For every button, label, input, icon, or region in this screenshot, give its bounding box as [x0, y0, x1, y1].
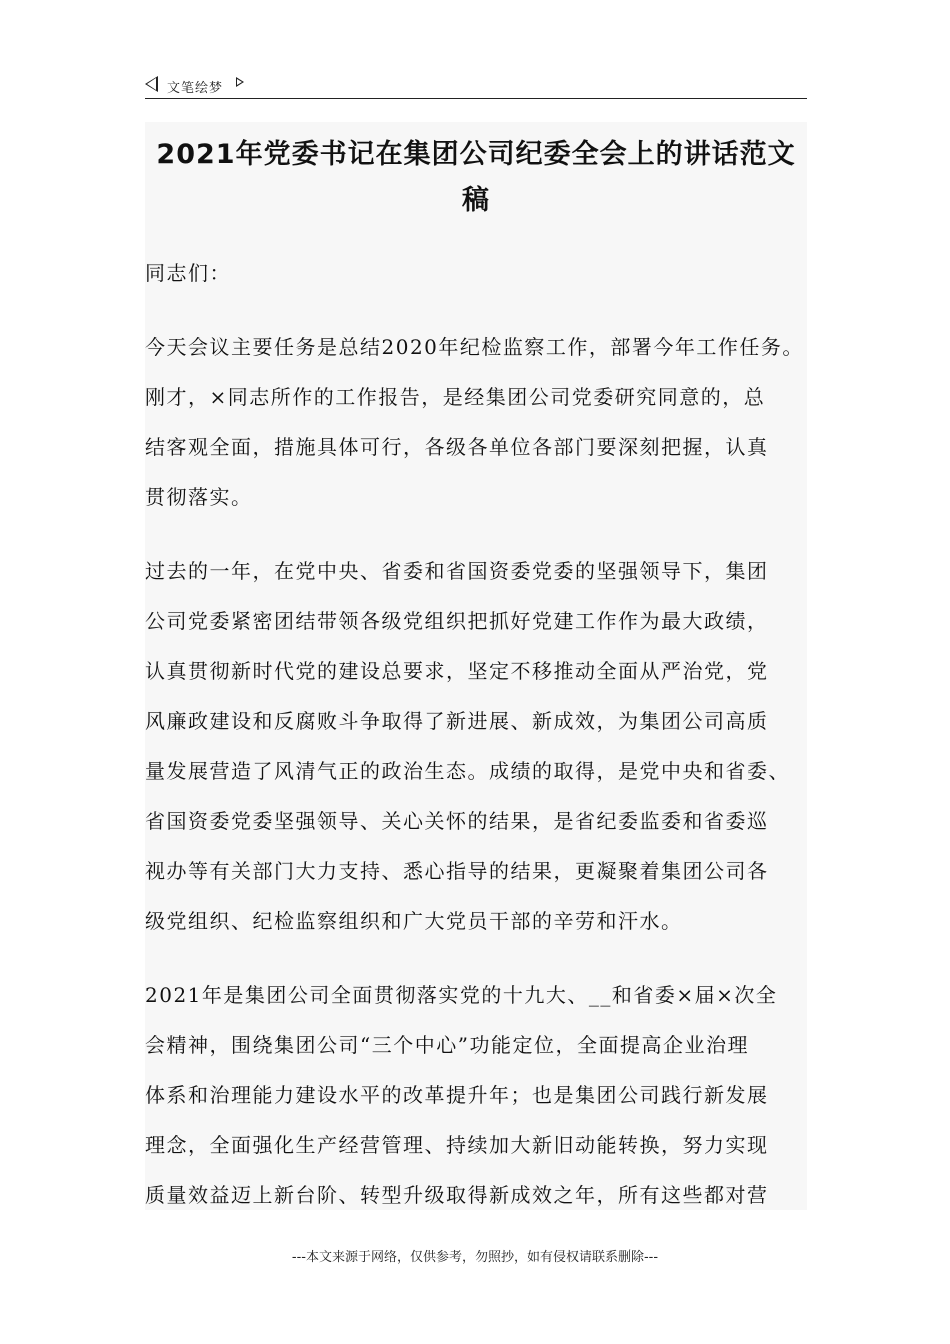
triangle-left-icon [145, 76, 158, 92]
salutation: 同志们： [145, 261, 231, 285]
header-brand: 文笔绘梦 [167, 81, 224, 96]
text-line: 量发展营造了风清气正的政治生态。成绩的取得，是党中央和省委、 [145, 759, 790, 783]
text-line: 过去的一年，在党中央、省委和省国资委党委的坚强领导下，集团 [145, 559, 769, 583]
text-line: 视办等有关部门大力支持、悉心指导的结果，更凝聚着集团公司各 [145, 859, 769, 883]
text-line: 理念，全面强化生产经营管理、持续加大新旧动能转换，努力实现 [145, 1133, 769, 1157]
text-line: 2021年是集团公司全面贯彻落实党的十九大、__和省委×届×次全 [145, 983, 778, 1007]
text-line: 风廉政建设和反腐败斗争取得了新进展、新成效，为集团公司高质 [145, 709, 769, 733]
paragraph-1 [145, 322, 807, 522]
text-line: 认真贯彻新时代党的建设总要求，坚定不移推动全面从严治党，党 [145, 659, 769, 683]
text-line: 体系和治理能力建设水平的改革提升年；也是集团公司践行新发展 [145, 1083, 769, 1107]
text-line: 贯彻落实。 [145, 485, 253, 509]
text-line: 公司党委紧密团结带领各级党组织把抓好党建工作作为最大政绩， [145, 609, 769, 633]
text-line: 今天会议主要任务是总结2020年纪检监察工作，部署今年工作任务。 [145, 335, 804, 359]
text-line: 省国资委党委坚强领导、关心关怀的结果，是省纪委监委和省委巡 [145, 809, 769, 833]
page-header [145, 74, 807, 99]
paragraph-3 [145, 970, 807, 1220]
text-line: 会精神，围绕集团公司“三个中心”功能定位，全面提高企业治理 [145, 1033, 749, 1057]
triangle-right-icon [236, 77, 244, 87]
title-line: 稿 [462, 185, 490, 216]
text-line: 质量效益迈上新台阶、转型升级取得新成效之年，所有这些都对营 [145, 1183, 769, 1207]
text-line: 级党组织、纪检监察组织和广大党员干部的辛劳和汗水。 [145, 909, 683, 933]
document-body [145, 122, 807, 1210]
paragraph-2 [145, 546, 807, 946]
text-line: 结客观全面，措施具体可行，各级各单位各部门要深刻把握，认真 [145, 435, 769, 459]
document-title [145, 122, 807, 224]
text-line: 刚才，×同志所作的工作报告，是经集团公司党委研究同意的，总 [145, 385, 766, 409]
title-line: 2021年党委书记在集团公司纪委全会上的讲话范文 [156, 139, 796, 170]
footer-notice: ---本文来源于网络，仅供参考，勿照抄，如有侵权请联系删除--- [291, 1250, 659, 1265]
